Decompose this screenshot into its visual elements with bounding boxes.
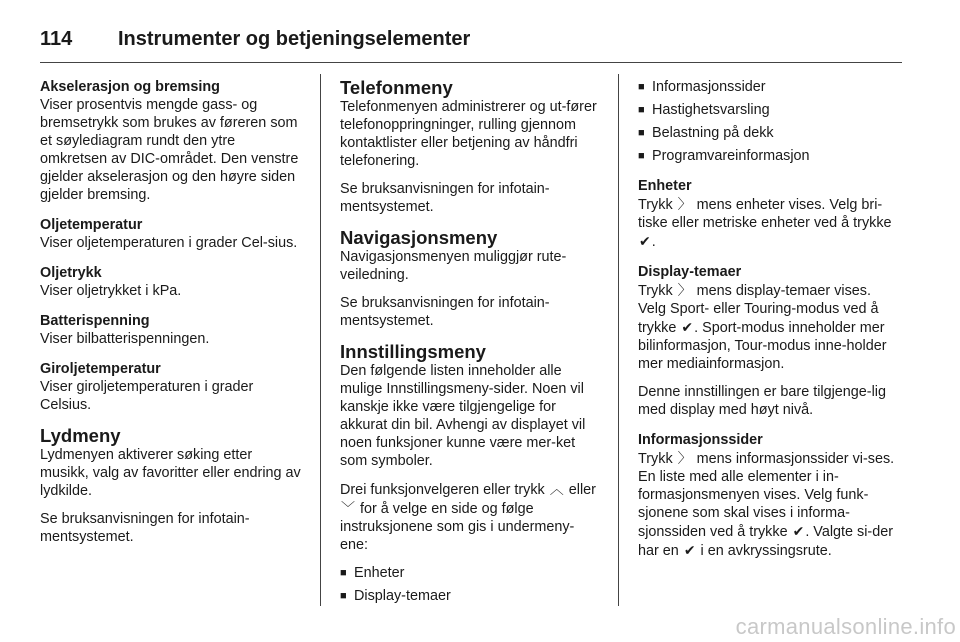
check-icon: ✔ [681, 319, 694, 335]
section-body: Se bruksanvisningen for infotain-mentsystemet. [340, 181, 550, 215]
chevron-right-icon: 〉 [677, 282, 692, 298]
column-2 [340, 78, 602, 617]
column-1 [40, 78, 302, 558]
section-body: Trykk 〉 mens display-temaer vises. Velg Sport- eller Touring-modus ved å trykke ✔. Sport-modus inneholder mer bilinformasjon, Tour-modus inne-holder mer mediainformasjon. [638, 282, 887, 372]
bullet-icon: ■ [638, 81, 645, 93]
section-body: Denne innstillingen er bare tilgjenge-lig med display med høyt nivå. [638, 384, 886, 418]
section-body: Navigasjonsmenyen muliggjør rute-veiledning. [340, 249, 567, 283]
section-heading: Navigasjonsmeny [340, 227, 498, 248]
section-body: Viser giroljetemperaturen i grader Celsius. [40, 379, 254, 413]
section-heading: Telefonmeny [340, 77, 453, 98]
section-display-themes [638, 263, 900, 419]
section-phone-menu [340, 78, 602, 216]
section-body: Trykk 〉 mens enheter vises. Velg bri-tiske eller metriske enheter ved å trykke ✔. [638, 196, 892, 250]
section-navigation-menu [340, 228, 602, 330]
list-item: ■ Enheter [340, 565, 405, 581]
column-divider-left [320, 74, 321, 606]
section-body: Telefonmenyen administrerer og ut-fører telefonoppringninger, rulling gjennom kontaktlister eller betjening av håndfri telefonering. [340, 99, 597, 169]
page-header [40, 18, 902, 60]
column-3 [638, 78, 900, 572]
section-audio-menu [40, 426, 302, 546]
section-acceleration-braking [40, 78, 302, 204]
section-body: Viser bilbatterispenningen. [40, 331, 210, 347]
section-gear-oil-temperature [40, 360, 302, 414]
list-item: ■ Belastning på dekk [638, 125, 774, 141]
list-item: ■ Programvareinformasjon [638, 148, 810, 164]
section-info-pages [638, 431, 900, 560]
section-heading: Oljetrykk [40, 265, 102, 281]
check-icon: ✔ [639, 233, 651, 249]
section-oil-temperature [40, 216, 302, 252]
section-heading: Akselerasjon og bremsing [40, 79, 220, 95]
bullet-icon: ■ [638, 150, 645, 162]
chevron-right-icon: 〉 [677, 450, 692, 466]
page-title: Instrumenter og betjeningselementer [118, 27, 471, 50]
section-body: Drei funksjonvelgeren eller trykk ︿ eller ﹀ for å velge en side og følge instruksjonene som gis i undermeny-ene: [340, 481, 596, 553]
section-heading: Display-temaer [638, 264, 742, 280]
chevron-up-icon: ︿ [549, 481, 564, 497]
section-heading: Lydmeny [40, 425, 121, 446]
chevron-right-icon: 〉 [677, 196, 692, 212]
bullet-icon: ■ [638, 127, 645, 139]
section-body: Viser oljetemperaturen i grader Cel-sius. [40, 235, 298, 251]
list-item: ■ Display-temaer [340, 588, 451, 604]
check-icon: ✔ [683, 542, 696, 558]
list-item: ■ Informasjonssider [638, 79, 766, 95]
bullet-icon: ■ [340, 567, 347, 579]
section-heading: Enheter [638, 178, 692, 194]
section-battery-voltage [40, 312, 302, 348]
bullet-icon: ■ [340, 590, 347, 602]
section-body: Trykk 〉 mens informasjonssider vi-ses. En liste med alle elementer i in-formasjonsmenyen vises. Velg funk-sjonene som skal vises i informa-sjonssiden ved å trykke ✔. Valgte si-der har en ✔ i en avkryssingsrute. [638, 450, 895, 559]
section-heading: Oljetemperatur [40, 217, 143, 233]
section-body: Se bruksanvisningen for infotain-mentsystemet. [40, 511, 250, 545]
section-heading: Innstillingsmeny [340, 341, 486, 362]
section-body: Lydmenyen aktiverer søking etter musikk, valg av favoritter eller endring av lydkilde. [40, 447, 301, 499]
section-body: Den følgende listen inneholder alle mulige Innstillingsmeny-sider. Noen vil kanskje ikke være tilgjengelige for akkurat din bil. Avhengi av displayet vil noen funksjoner kunne være mer-ket som symboler. [340, 363, 586, 469]
section-heading: Informasjonssider [638, 432, 763, 448]
bullet-icon: ■ [638, 104, 645, 116]
chevron-down-icon: ﹀ [341, 500, 355, 516]
section-body: Viser prosentvis mengde gass- og bremsetrykk som brukes av føreren som et søylediagram rundt den ytre omkretsen av DIC-området. Den venstre gjelder akselerasjon og den høyre siden gjelder bremsing. [40, 97, 299, 203]
section-settings-menu [340, 342, 602, 605]
watermark: carmanualsonline.info [735, 614, 956, 639]
column-divider-right [618, 74, 619, 606]
settings-list-continued [638, 78, 900, 165]
page-number: 114 [40, 27, 73, 50]
header-rule [40, 62, 902, 63]
section-heading: Giroljetemperatur [40, 361, 161, 377]
section-units [638, 177, 900, 251]
list-item: ■ Hastighetsvarsling [638, 102, 770, 118]
section-heading: Batterispenning [40, 313, 150, 329]
check-icon: ✔ [792, 523, 805, 539]
section-body: Viser oljetrykket i kPa. [40, 283, 182, 299]
section-oil-pressure [40, 264, 302, 300]
section-body: Se bruksanvisningen for infotain-mentsystemet. [340, 295, 550, 329]
